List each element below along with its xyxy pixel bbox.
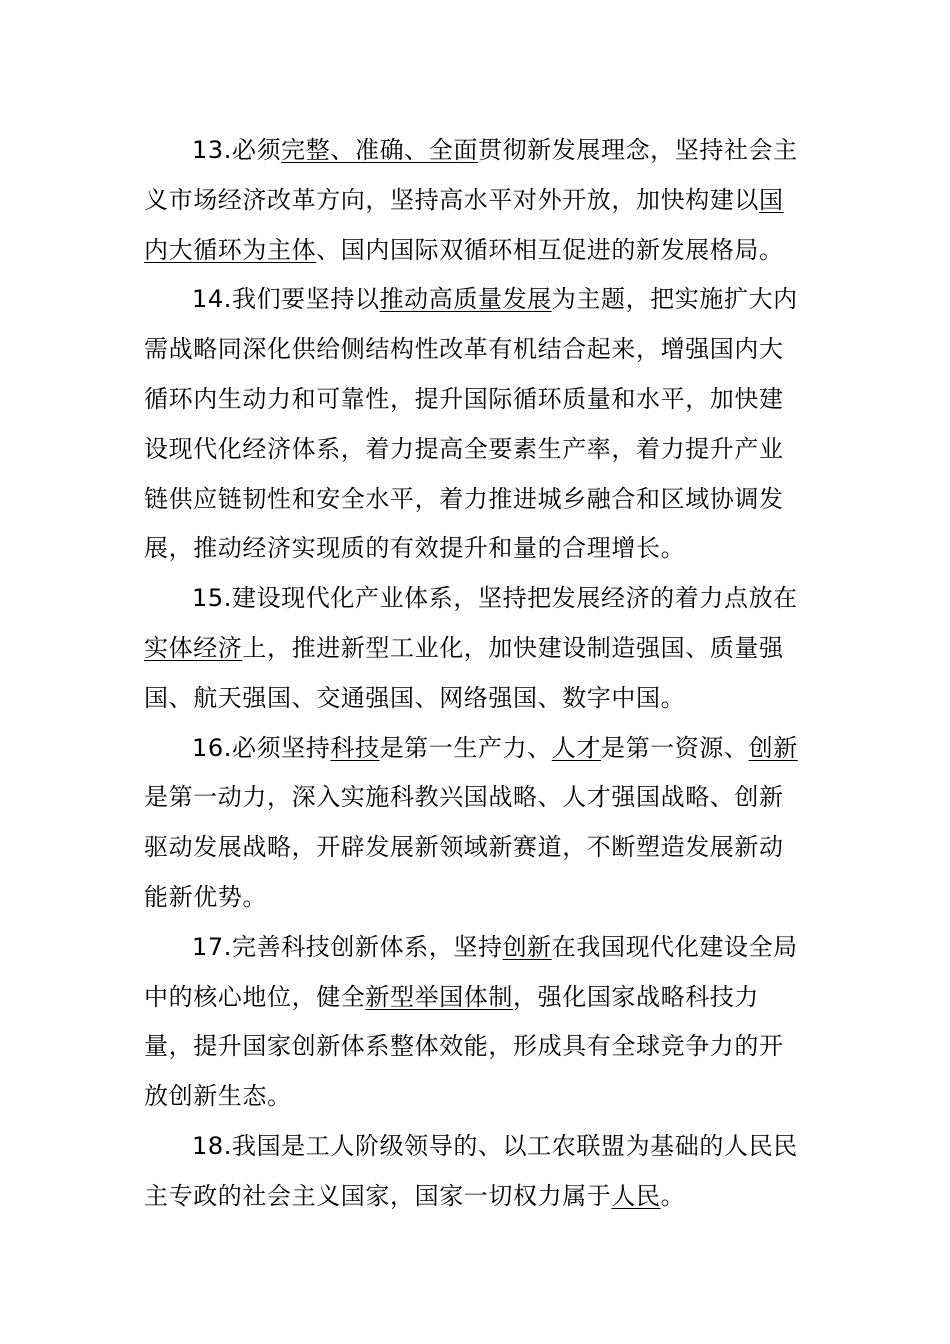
underlined-term: 科技 — [330, 733, 380, 762]
text-segment: 是第一动力，深入实施科教兴国战略、人才强国战略、创新驱动发展战略，开辟发展新领域新赛道，不断塑造发展新动能新优势。 — [144, 783, 784, 911]
text-segment: 为主题，把实施扩大内需战略同深化供给侧结构性改革有机结合起来，增强国内大循环内生动力和可靠性，提升国际循环质量和水平，加快建设现代化经济体系，着力提高全要素生产率，着力提升产业链供应链韧性和安全水平，着力推进城乡融合和区域协调发展，推动经济实现质的有效提升和量的合理增长。 — [144, 285, 798, 563]
text-segment: 17.完善科技创新体系，坚持 — [192, 932, 503, 961]
paragraph-17 — [144, 923, 800, 1122]
text-segment: 是第一生产力、 — [379, 733, 552, 762]
text-segment: 16.必须坚持 — [192, 733, 331, 762]
document-body — [144, 126, 800, 1222]
underlined-term: 创新 — [748, 733, 798, 762]
text-segment: 14.我们要坚持以 — [192, 285, 380, 314]
paragraph-18 — [144, 1122, 800, 1222]
text-segment: 18.我国是工人阶级领导的、以工农联盟为基础的人民民主专政的社会主义国家，国家一切权力属于 — [144, 1131, 798, 1210]
underlined-term: 国内大循环为主体 — [144, 185, 784, 264]
text-segment: 。 — [660, 1181, 686, 1210]
text-segment: 、国内国际双循环相互促进的新发展格局。 — [316, 235, 784, 264]
paragraph-15 — [144, 574, 800, 723]
paragraph-16 — [144, 724, 800, 923]
text-segment: 是第一资源、 — [600, 733, 749, 762]
text-segment: 在我国现代化建设全局中的核心地位，健全 — [144, 932, 798, 1011]
text-segment: 15.建设现代化产业体系，坚持把发展经济的着力点放在 — [192, 584, 798, 613]
underlined-term: 实体经济 — [144, 633, 243, 662]
underlined-term: 创新 — [502, 932, 552, 961]
underlined-term: 人民 — [611, 1181, 661, 1210]
text-segment: 13.必须 — [192, 136, 282, 164]
underlined-term: 新型举国体制 — [365, 982, 514, 1011]
paragraph-14 — [144, 275, 800, 574]
text-segment: 贯彻新发展理念，坚持社会主义市场经济改革方向，坚持高水平对外开放，加快构建以 — [144, 136, 798, 214]
underlined-term: 推动高质量发展 — [379, 285, 552, 314]
text-segment: ，强化国家战略科技力量，提升国家创新体系整体效能，形成具有全球竞争力的开放创新生态。 — [144, 982, 784, 1111]
underlined-term: 人才 — [551, 733, 601, 762]
text-segment: 上，推进新型工业化，加快建设制造强国、质量强国、航天强国、交通强国、网络强国、数字中国。 — [144, 633, 784, 712]
paragraph-13 — [144, 126, 800, 275]
underlined-term: 完整、准确、全面 — [281, 136, 478, 164]
